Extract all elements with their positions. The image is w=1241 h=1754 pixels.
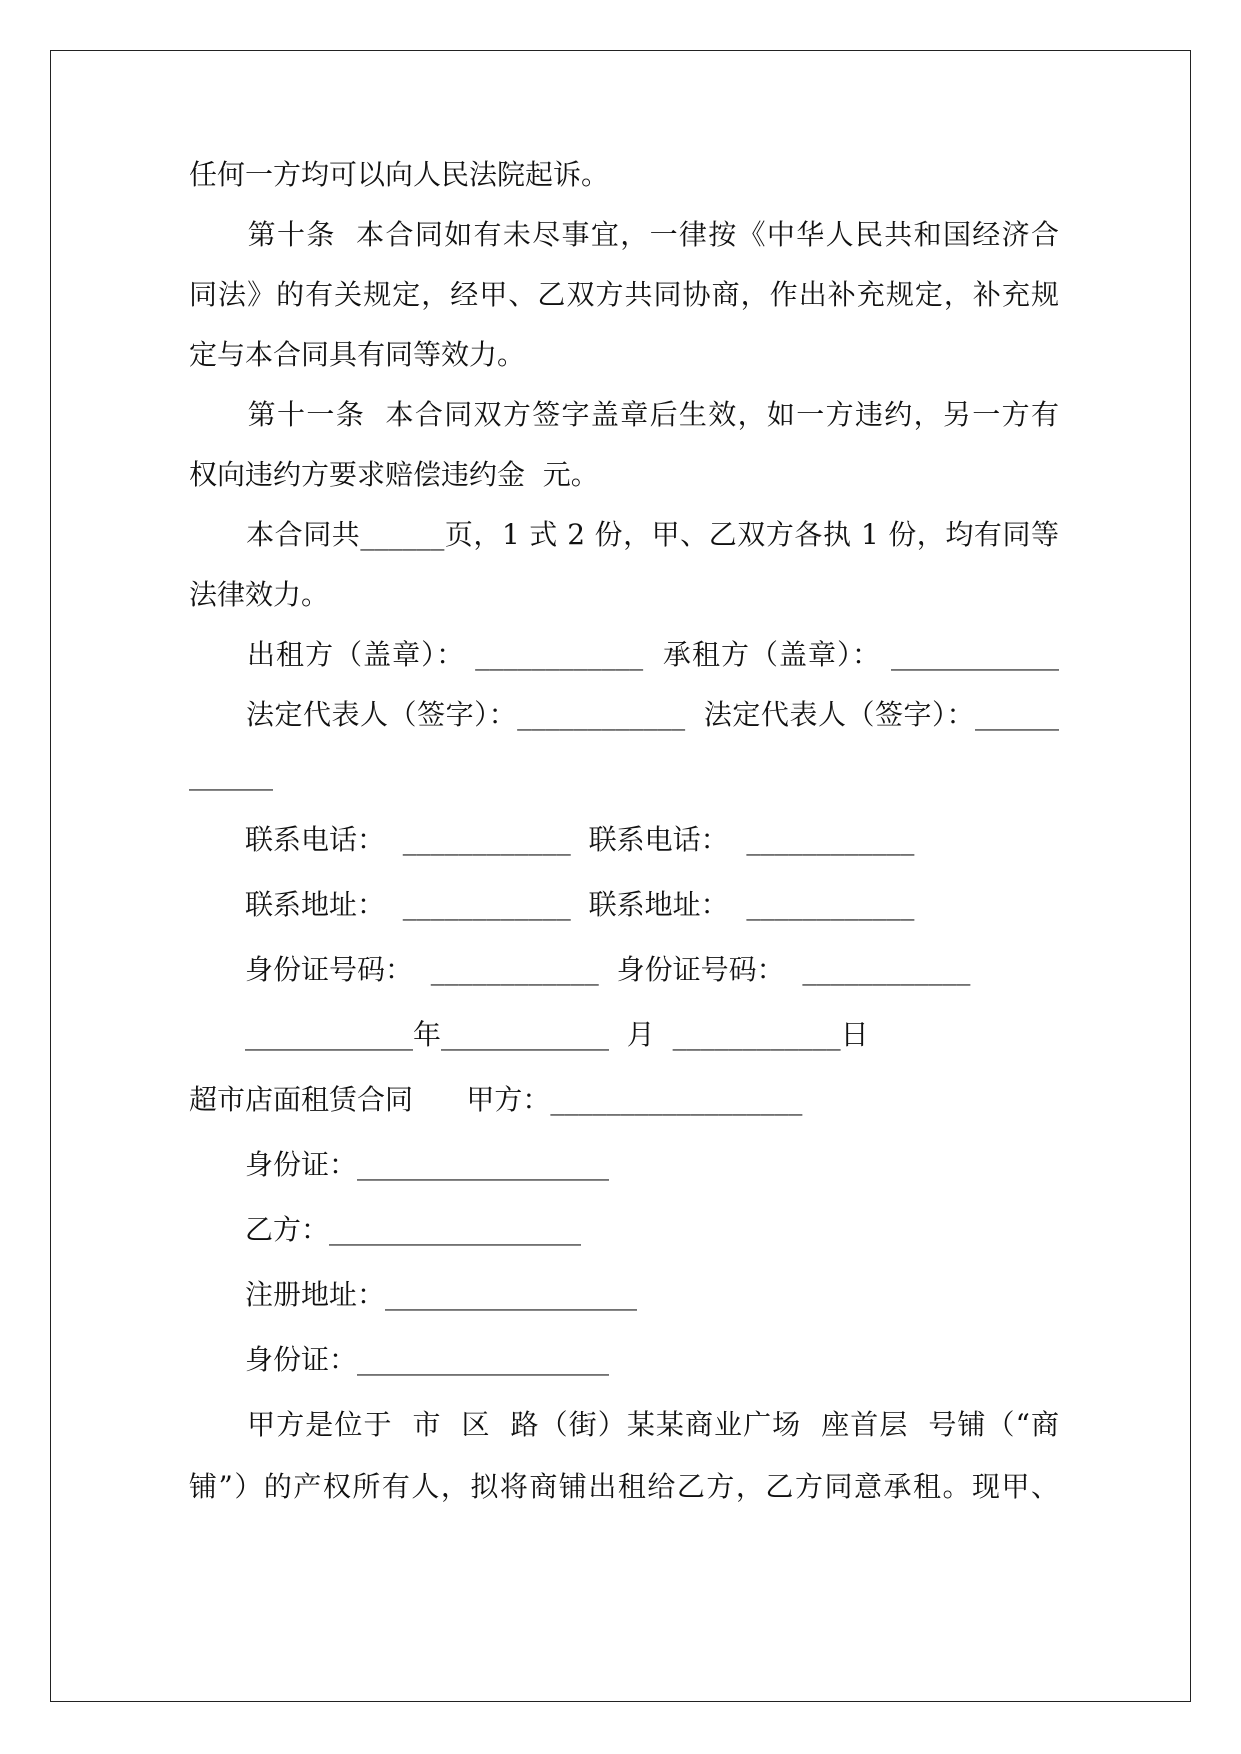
text-line: ______: [189, 758, 273, 791]
text-line: 甲方是位于 市 区 路（街）某某商业广场 座首层 号铺（“商: [189, 1408, 1059, 1441]
text-line: 注册地址：__________________: [189, 1278, 638, 1311]
text-line: 联系电话： ____________ 联系电话： ____________: [189, 823, 915, 856]
text-line: 权向违约方要求赔偿违约金 元。: [189, 458, 599, 491]
text-line: ____________年____________ 月 ____________日: [189, 1018, 869, 1051]
text-line: 出租方（盖章）： ____________ 承租方（盖章）： ____________: [189, 638, 1059, 671]
text-line: 超市店面租赁合同 甲方：__________________: [189, 1083, 803, 1116]
text-line: 铺”）的产权所有人，拟将商铺出租给乙方，乙方同意承租。现甲、: [189, 1470, 1059, 1503]
text-line: 法律效力。: [189, 578, 330, 611]
text-line: 乙方：__________________: [189, 1213, 582, 1246]
text-line: 身份证：__________________: [189, 1148, 610, 1181]
text-line: 任何一方均可以向人民法院起诉。: [189, 158, 610, 191]
text-line: 联系地址： ____________ 联系地址： ____________: [189, 888, 915, 921]
text-line: 法定代表人（签字）：____________ 法定代表人（签字）：______: [189, 698, 1059, 731]
text-line: 定与本合同具有同等效力。: [189, 338, 526, 371]
text-line: 同法》的有关规定，经甲、乙双方共同协商，作出补充规定，补充规: [189, 278, 1059, 311]
text-line: 身份证号码： ____________ 身份证号码： ____________: [189, 953, 971, 986]
text-line: 第十一条 本合同双方签字盖章后生效，如一方违约，另一方有: [189, 398, 1059, 431]
text-line: 身份证：__________________: [189, 1343, 610, 1376]
text-line: 本合同共______页，1 式 2 份，甲、乙双方各执 1 份，均有同等: [189, 518, 1059, 551]
text-line: 第十条 本合同如有未尽事宜，一律按《中华人民共和国经济合: [189, 218, 1059, 251]
